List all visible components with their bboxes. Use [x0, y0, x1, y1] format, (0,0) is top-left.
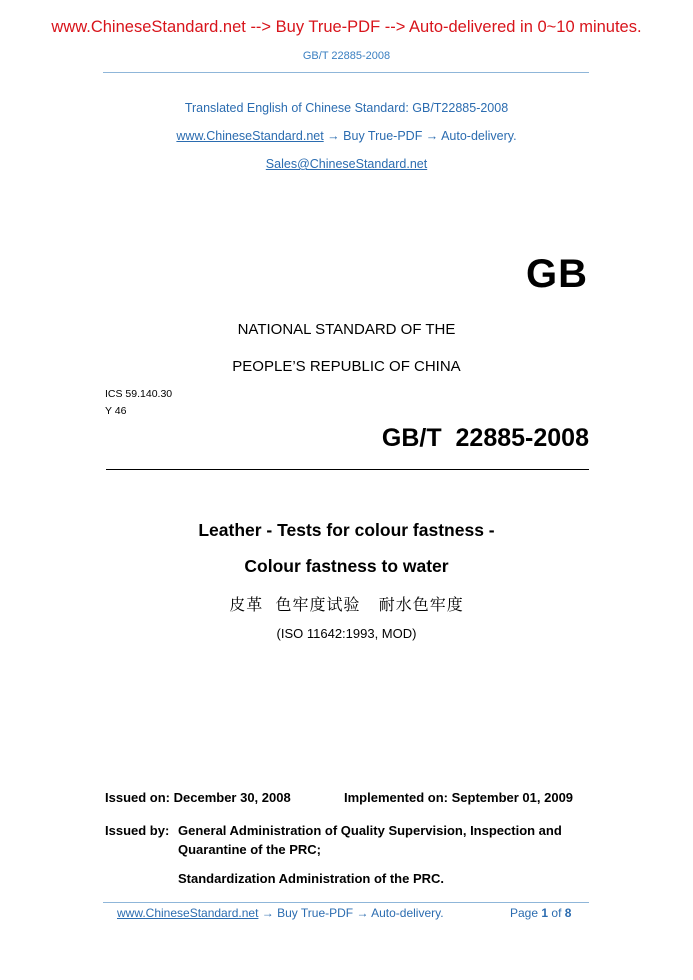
standard-code: GB/T 22885-2008 [381, 424, 589, 452]
of-label: of [551, 906, 562, 920]
page-label: Page [510, 906, 539, 920]
promo-banner[interactable]: www.ChineseStandard.net --> Buy True-PDF --> Auto-delivered in 0~10 minutes. [51, 18, 642, 36]
footer-purchase-line [117, 906, 444, 920]
footer-purchase-text: → Buy True-PDF → Auto-delivery. [258, 906, 444, 920]
gb-mark: GB [526, 252, 588, 296]
classification-code: Y 46 [105, 405, 127, 417]
translation-note: Translated English of Chinese Standard: GB/T22885-2008 [184, 101, 509, 115]
national-standard-line2: PEOPLE’S REPUBLIC OF CHINA [232, 358, 461, 375]
title-line2: Colour fastness to water [244, 556, 449, 576]
title-chinese: 皮革 色牢度试验 耐水色牢度 [229, 595, 464, 614]
email-link[interactable]: Sales@ChineseStandard.net [265, 157, 428, 171]
implemented-on: Implemented on: September 01, 2009 [344, 790, 574, 805]
issued-on: Issued on: December 30, 2008 [105, 790, 291, 805]
email-line [0, 157, 693, 171]
ics-code: ICS 59.140.30 [105, 388, 173, 400]
footer-site-link[interactable]: www.ChineseStandard.net [117, 906, 259, 920]
issued-by-label: Issued by: [105, 823, 170, 838]
issuer1-line1: General Administration of Quality Supervision, Inspection and [178, 823, 562, 838]
page-indicator [510, 906, 571, 920]
running-header-code: GB/T 22885-2008 [302, 50, 391, 62]
iso-reference: (ISO 11642:1993, MOD) [276, 626, 417, 641]
purchase-text: → Buy True-PDF → Auto-delivery. [323, 129, 517, 143]
header-rule [103, 72, 589, 73]
page-total: 8 [564, 906, 572, 920]
national-standard-line1: NATIONAL STANDARD OF THE [237, 321, 456, 338]
title-rule [106, 469, 589, 470]
issuer1-line2: Quarantine of the PRC; [178, 842, 322, 857]
issuer2: Standardization Administration of the PRC. [178, 871, 445, 886]
title-line1: Leather - Tests for colour fastness - [198, 520, 495, 540]
footer-rule [103, 902, 589, 903]
purchase-line [0, 129, 693, 143]
page-number: 1 [541, 906, 549, 920]
site-link[interactable]: www.ChineseStandard.net [176, 129, 324, 143]
